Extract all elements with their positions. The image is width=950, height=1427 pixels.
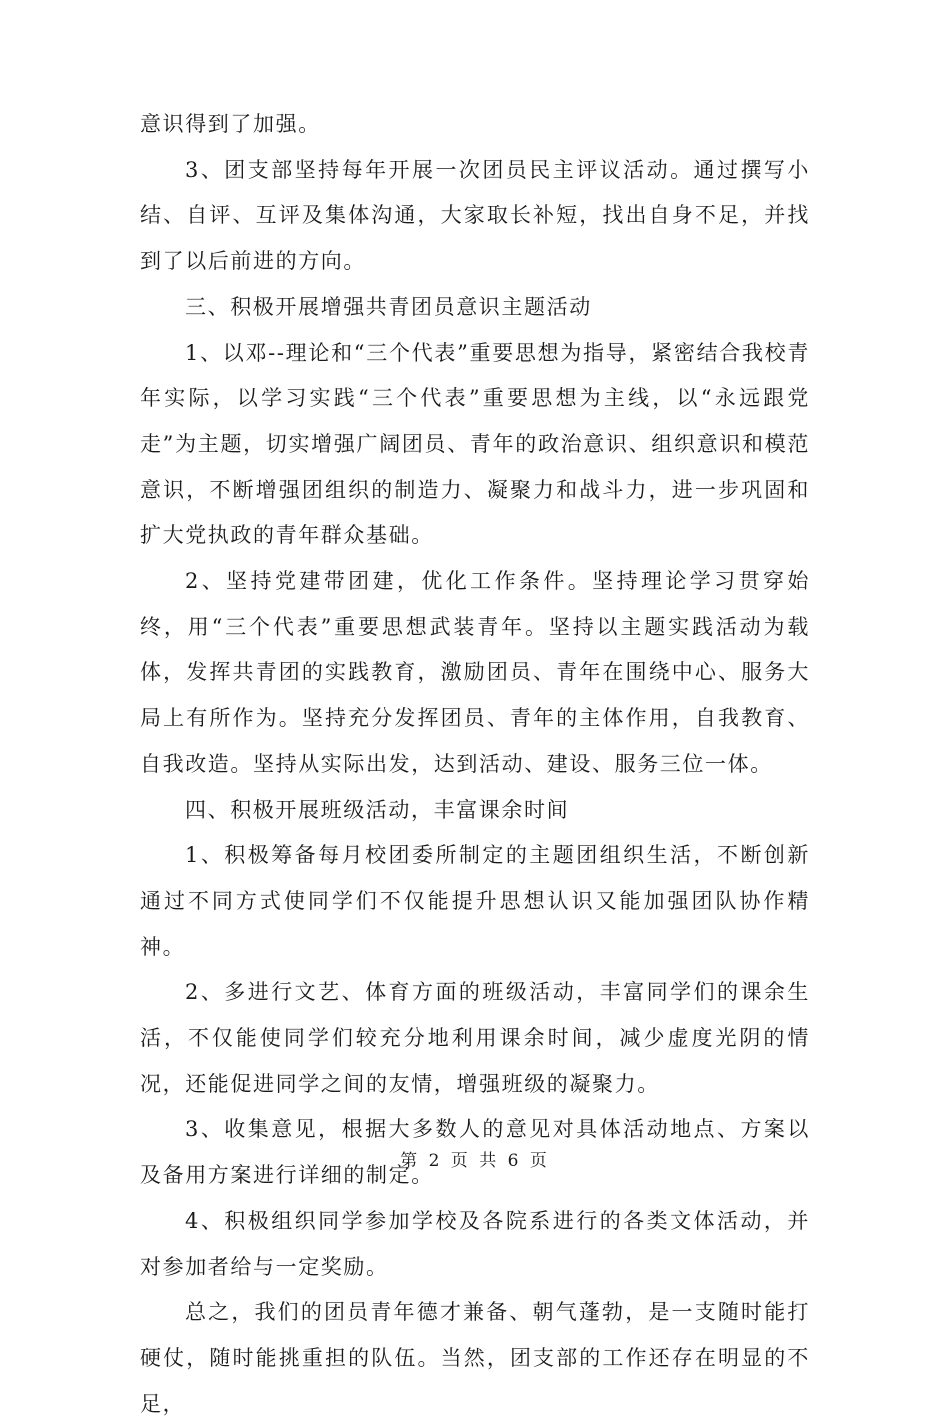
section-heading-4: 四、积极开展班级活动，丰富课余时间 bbox=[185, 797, 570, 822]
paragraph-item-2-party-building: 2、坚持党建带团建，优化工作条件。坚持理论学习贯穿始终，用“三个代表”重要思想武装青年。坚持以主题实践活动为载体，发挥共青团的实践教育，激励团员、青年在围绕中心、服务大局上有所作为。坚持充分发挥团员、青年的主体作用，自我教育、自我改造。坚持从实际出发，达到活动、建设、服务三位一体。 bbox=[140, 569, 810, 776]
paragraph-item-2-class-activities: 2、多进行文艺、体育方面的班级活动，丰富同学们的课余生活，不仅能使同学们较充分地利用课余时间，减少虚度光阴的情况，还能促进同学之间的友情，增强班级的凝聚力。 bbox=[140, 980, 810, 1096]
paragraph-item-1-monthly-activity: 1、积极筹备每月校团委所制定的主题团组织生活，不断创新通过不同方式使同学们不仅能提升思想认识又能加强团队协作精神。 bbox=[140, 843, 810, 959]
document-body bbox=[140, 102, 810, 1427]
paragraph-item-1-theory-guidance: 1、以邓--理论和“三个代表”重要思想为指导，紧密结合我校青年实际，以学习实践“三个代表”重要思想为主线，以“永远跟党走”为主题，切实增强广阔团员、青年的政治意识、组织意识和模范意识，不断增强团组织的制造力、凝聚力和战斗力，进一步巩固和扩大党执政的青年群众基础。 bbox=[140, 340, 810, 548]
section-heading-3: 三、积极开展增强共青团员意识主题活动 bbox=[185, 294, 592, 319]
paragraph-item-4-cultural-sports: 4、积极组织同学参加学校及各院系进行的各类文体活动，并对参加者给与一定奖励。 bbox=[140, 1208, 810, 1279]
page-number-footer: 第 2 页 共 6 页 bbox=[400, 1151, 550, 1171]
paragraph-continuation: 意识得到了加强。 bbox=[140, 112, 321, 136]
paragraph-item-3-democratic-review: 3、团支部坚持每年开展一次团员民主评议活动。通过撰写小结、自评、互评及集体沟通，大家取长补短，找出自身不足，并找到了以后前进的方向。 bbox=[140, 157, 810, 274]
paragraph-item-3-collect-opinions: 3、收集意见，根据大多数人的意见对具体活动地点、方案以及备用方案进行详细的制定。 bbox=[140, 1117, 810, 1188]
paragraph-summary: 总之，我们的团员青年德才兼备、朝气蓬勃，是一支随时能打硬仗，随时能挑重担的队伍。当然，团支部的工作还存在明显的不足， bbox=[140, 1300, 810, 1416]
